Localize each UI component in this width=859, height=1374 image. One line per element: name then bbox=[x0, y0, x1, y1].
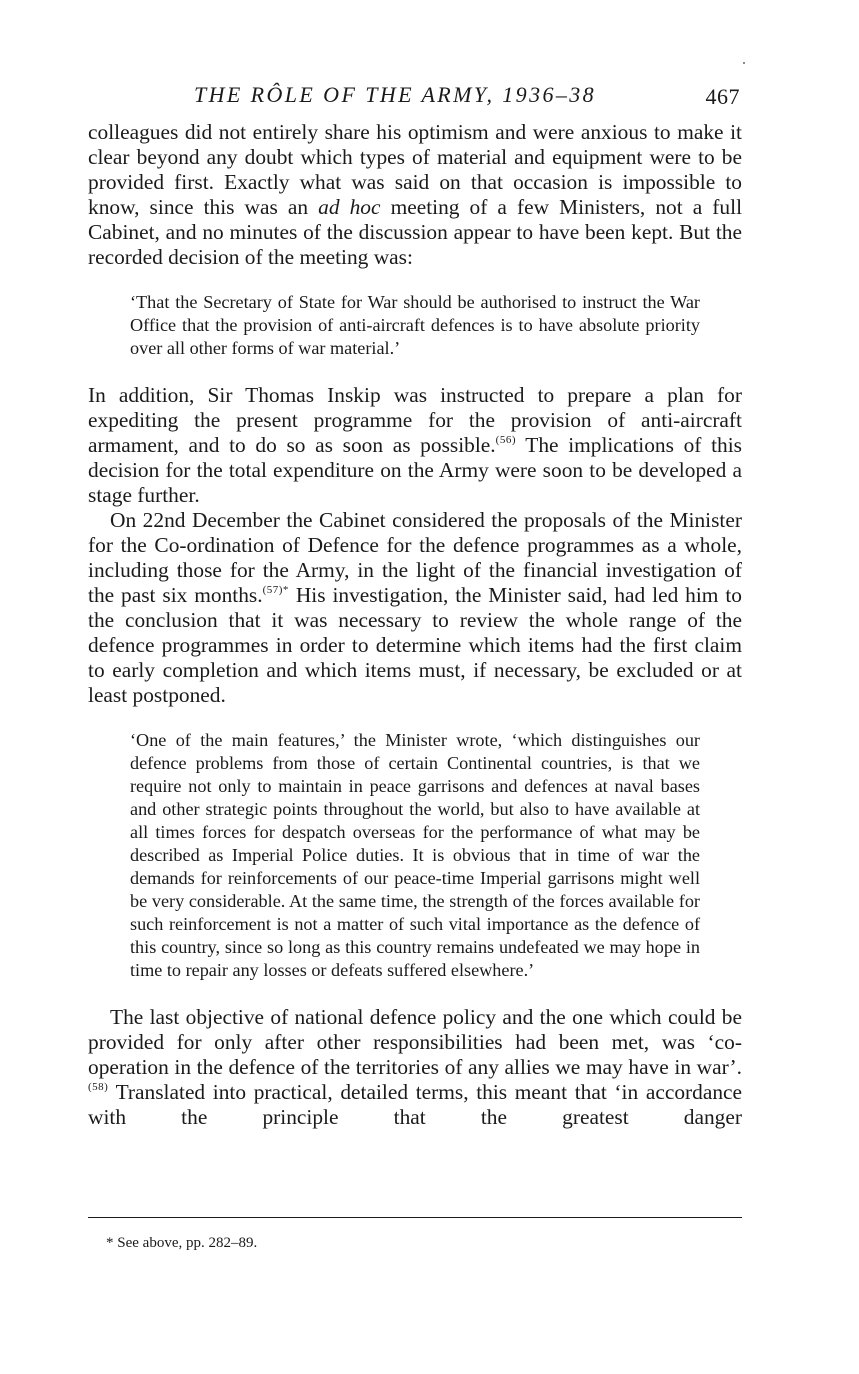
paragraph-2-continuation: The implications of this decision for the total expenditure on the Army were soon to be developed a stage further. bbox=[88, 433, 742, 507]
book-page bbox=[88, 80, 742, 1130]
paragraph-4-continuation: Translated into practical, detailed terms, this meant that ‘in accordance with the principle that the greatest danger bbox=[88, 1080, 743, 1129]
paragraph-3-text: On 22nd December the Cabinet considered the proposals of the Minister for the Co-ordination of Defence for the defence programmes as a whole, including those for the Army, in the light of the financial investigation of the past six months. bbox=[88, 508, 742, 607]
block-quote-minister: ‘One of the main features,’ the Minister wrote, ‘which distinguishes our defence problems from those of certain Continental countries, is that we require not only to maintain in peace garrisons and defences at naval bases and other strategic points throughout the world, but also to have available at all times forces for despatch overseas for the performance of what may be described as Imperial Police duties. It is obvious that in time of war the demands for reinforcements of our peace-time Imperial garrisons might well be very considerable. At the same time, the strength of the forces available for such reinforcement is not a matter of such vital importance as the defence of this country, since so long as this country remains undefeated we may hope in time to repair any losses or defeats suffered elsewhere.’ bbox=[130, 730, 700, 980]
paragraph-4-text: The last objective of national defence policy and the one which could be provided for only after other responsibilities had been met, was ‘co-operation in the defence of the territories of any allies we may have in war’. bbox=[88, 1005, 742, 1079]
block-quote-decision: ‘That the Secretary of State for War should be authorised to instruct the War Office that the provision of anti-aircraft defences is to have absolute priority over all other forms of war material.’ bbox=[130, 292, 700, 358]
page-number: 467 bbox=[705, 84, 740, 109]
paragraph-2 bbox=[88, 383, 742, 508]
paragraph-1-continuation: meeting of a few Ministers, not a full Cabinet, and no minutes of the discussion appear to have been kept. But the recorded decision of the meeting was: bbox=[88, 195, 743, 269]
reference-marker-56: (56) bbox=[495, 434, 516, 446]
paragraph-1 bbox=[88, 120, 742, 270]
paragraph-2-text: In addition, Sir Thomas Inskip was instructed to prepare a plan for expediting the present programme for the provision of anti-aircraft armament, and to do so as soon as possible. bbox=[88, 383, 742, 457]
paragraph-3 bbox=[88, 508, 742, 708]
scan-speck bbox=[743, 62, 745, 64]
paragraph-4 bbox=[88, 1005, 742, 1130]
paragraph-3-continuation: His investigation, the Minister said, had led him to the conclusion that it was necessary to review the whole range of the defence programmes in order to determine which items had the first claim to early completion and which items must, if necessary, be excluded or at least postponed. bbox=[88, 583, 742, 707]
reference-marker-58: (58) bbox=[88, 1081, 109, 1093]
paragraph-1-italic: ad hoc bbox=[318, 195, 381, 219]
running-title: THE RÔLE OF THE ARMY, 1936–38 bbox=[194, 82, 597, 107]
paragraph-1-text: colleagues did not entirely share his optimism and were anxious to make it clear beyond any doubt which types of material and equipment were to be provided first. Exactly what was said on that occasion is impossible to know, since this was an bbox=[88, 120, 742, 219]
running-head bbox=[88, 80, 742, 120]
reference-marker-57: (57)* bbox=[262, 584, 289, 596]
footnote: * See above, pp. 282–89. bbox=[106, 1235, 258, 1251]
footnote-divider bbox=[88, 1217, 742, 1218]
